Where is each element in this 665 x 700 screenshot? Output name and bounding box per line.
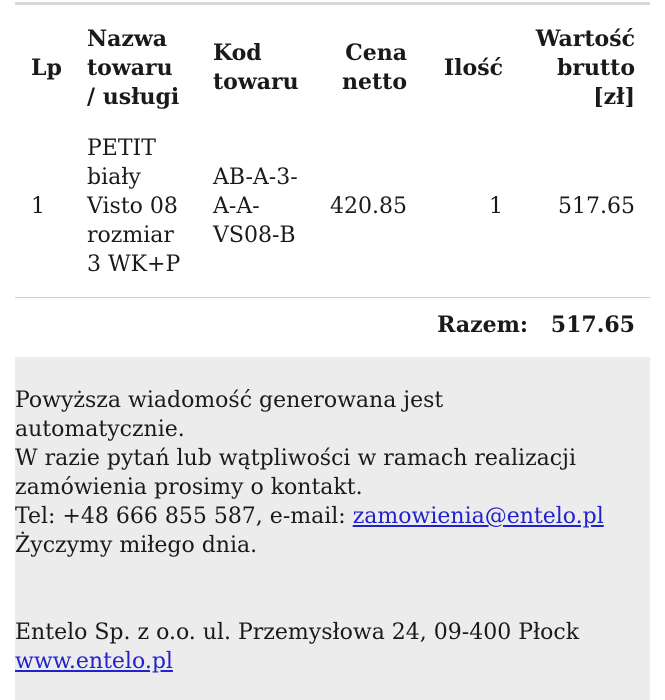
product-code-line: A-A- (213, 194, 260, 220)
total-value: 517.65 (550, 312, 635, 338)
table-body (15, 117, 650, 297)
footer-line: zamówienia prosimy o kontakt. (15, 475, 363, 500)
header-product-code (201, 5, 313, 117)
wish-line: Życzymy miłego dnia. (15, 533, 258, 558)
footer-message (15, 357, 650, 700)
product-name-line: PETIT (87, 136, 156, 162)
footer-line: automatycznie. (15, 417, 185, 442)
product-name-line: Visto 08 (87, 194, 178, 220)
header-gross-value (509, 5, 650, 117)
product-code-line: AB-A-3- (213, 165, 298, 191)
website-link[interactable]: www.entelo.pl (15, 649, 173, 674)
header-product-name-line: towaru (87, 54, 173, 81)
header-row (15, 5, 650, 117)
header-net-price-line: netto (342, 69, 407, 95)
product-name-line: biały (87, 165, 141, 191)
header-product-code-line: Kod (213, 40, 262, 66)
total-label: Razem: (437, 312, 528, 338)
email-link[interactable]: zamowienia@entelo.pl (352, 504, 604, 529)
order-total (15, 300, 650, 357)
product-name-line: rozmiar (87, 223, 174, 249)
footer-text (15, 357, 650, 676)
table-row (15, 117, 650, 297)
footer-line: Powyższa wiadomość generowana jest (15, 388, 444, 413)
table-header (15, 5, 650, 117)
spacer (15, 560, 650, 618)
header-quantity: Ilość (443, 54, 503, 81)
contact-line (15, 502, 650, 531)
header-lp: Lp (31, 54, 62, 81)
footer-line: W razie pytań lub wątpliwości w ramach realizacji (15, 446, 576, 471)
header-gross-value-line: [zł] (593, 83, 635, 110)
header-gross-value-line: brutto (557, 54, 635, 81)
contact-prefix: Tel: +48 666 855 587, e-mail: (15, 504, 353, 529)
cell-product-code (201, 117, 313, 297)
header-product-name-line: Nazwa (87, 25, 168, 52)
cell-quantity: 1 (413, 117, 509, 297)
header-product-code-line: towaru (213, 69, 299, 95)
header-net-price-line: Cena (345, 40, 407, 66)
header-gross-value-line: Wartość (535, 25, 635, 52)
header-product-name (81, 5, 201, 117)
order-items-table (15, 5, 650, 298)
header-net-price (313, 5, 413, 117)
header-product-name-line: / usługi (87, 83, 180, 110)
cell-product-name (81, 117, 201, 297)
cell-gross-value: 517.65 (509, 117, 650, 297)
cell-lp: 1 (15, 117, 81, 297)
company-address: Entelo Sp. z o.o. ul. Przemysłowa 24, 09-400 Płock (15, 620, 580, 645)
product-code-line: VS08-B (213, 223, 296, 249)
product-name-line: 3 WK+P (87, 252, 181, 278)
website-line (15, 647, 650, 676)
cell-net-price: 420.85 (313, 117, 413, 297)
